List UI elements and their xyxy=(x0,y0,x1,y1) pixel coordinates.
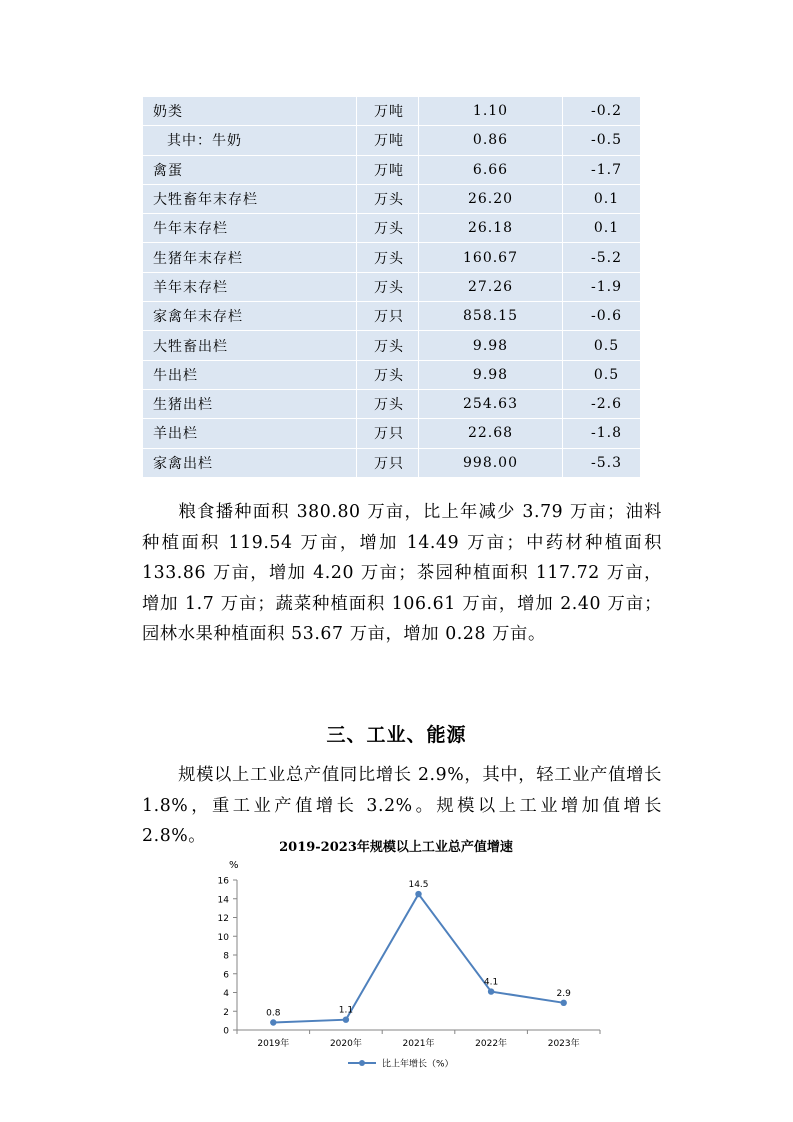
row-value-cell: 160.67 xyxy=(419,243,563,272)
row-unit-cell: 万只 xyxy=(357,448,419,477)
row-unit-cell: 万头 xyxy=(357,272,419,301)
table-row xyxy=(143,243,641,272)
row-name-cell: 家禽出栏 xyxy=(143,448,357,477)
legend-label: 比上年增长（%） xyxy=(382,1059,454,1070)
chart-plot-area xyxy=(218,877,600,1070)
row-value-cell: 858.15 xyxy=(419,302,563,331)
chart-svg xyxy=(200,834,620,1074)
row-change-cell: -0.5 xyxy=(563,126,641,155)
y-tick-label: 4 xyxy=(223,989,229,999)
table-row xyxy=(143,448,641,477)
row-value-cell: 998.00 xyxy=(419,448,563,477)
row-change-cell: 0.5 xyxy=(563,360,641,389)
table-row xyxy=(143,126,641,155)
row-change-cell: -0.6 xyxy=(563,302,641,331)
table-row xyxy=(143,331,641,360)
row-unit-cell: 万吨 xyxy=(357,126,419,155)
table-row xyxy=(143,272,641,301)
data-label: 1.1 xyxy=(338,1005,354,1016)
y-tick-label: 16 xyxy=(217,876,229,887)
row-change-cell: -1.9 xyxy=(563,272,641,301)
table-row xyxy=(143,360,641,389)
row-change-cell: 0.1 xyxy=(563,214,641,243)
row-value-cell: 254.63 xyxy=(419,389,563,418)
row-change-cell: -2.6 xyxy=(563,389,641,418)
row-name-cell: 禽蛋 xyxy=(143,155,357,184)
data-label: 0.8 xyxy=(266,1008,281,1019)
row-name-cell: 大牲畜出栏 xyxy=(143,331,357,360)
row-value-cell: 0.86 xyxy=(419,126,563,155)
row-unit-cell: 万头 xyxy=(357,331,419,360)
data-label: 14.5 xyxy=(408,880,429,891)
legend-marker xyxy=(359,1060,365,1066)
row-name-cell: 其中：牛奶 xyxy=(143,126,357,155)
row-name-cell: 奶类 xyxy=(143,97,357,126)
industry-growth-chart xyxy=(200,834,620,1074)
y-tick-label: 6 xyxy=(223,970,229,981)
row-unit-cell: 万头 xyxy=(357,214,419,243)
y-tick-label: 2 xyxy=(223,1007,229,1018)
row-name-cell: 大牲畜年末存栏 xyxy=(143,184,357,213)
row-name-cell: 家禽年末存栏 xyxy=(143,302,357,331)
row-value-cell: 26.20 xyxy=(419,184,563,213)
row-unit-cell: 万头 xyxy=(357,184,419,213)
row-unit-cell: 万吨 xyxy=(357,155,419,184)
table-row xyxy=(143,302,641,331)
industry-paragraph-text: 规模以上工业总产值同比增长 2.9%，其中，轻工业产值增长 1.8%，重工业产值增长 3.2%。规模以上工业增加值增长 2.8%。 xyxy=(142,765,662,847)
data-point xyxy=(415,891,421,897)
chart-y-unit-label: % xyxy=(229,860,239,871)
x-tick-label: 2022年 xyxy=(475,1039,508,1049)
row-unit-cell: 万头 xyxy=(357,243,419,272)
chart-title: 2019-2023年规模以上工业总产值增速 xyxy=(279,840,513,855)
data-label: 2.9 xyxy=(556,988,571,999)
y-tick-label: 8 xyxy=(223,951,229,962)
data-label: 4.1 xyxy=(483,977,499,988)
y-tick-label: 0 xyxy=(223,1026,229,1037)
y-tick-label: 14 xyxy=(217,895,229,906)
row-change-cell: -0.2 xyxy=(563,97,641,126)
series-line xyxy=(273,894,563,1022)
y-tick-label: 12 xyxy=(217,914,229,924)
row-unit-cell: 万头 xyxy=(357,360,419,389)
x-tick-label: 2021年 xyxy=(402,1039,435,1049)
row-value-cell: 22.68 xyxy=(419,419,563,448)
data-point xyxy=(270,1019,276,1025)
row-name-cell: 生猪出栏 xyxy=(143,389,357,418)
row-unit-cell: 万只 xyxy=(357,302,419,331)
row-unit-cell: 万只 xyxy=(357,419,419,448)
data-point xyxy=(561,1000,567,1006)
row-name-cell: 牛出栏 xyxy=(143,360,357,389)
livestock-table-body xyxy=(143,97,641,478)
table-row xyxy=(143,184,641,213)
table-row xyxy=(143,155,641,184)
table-row xyxy=(143,419,641,448)
row-name-cell: 牛年末存栏 xyxy=(143,214,357,243)
table-row xyxy=(143,214,641,243)
row-value-cell: 6.66 xyxy=(419,155,563,184)
livestock-table xyxy=(142,96,641,478)
row-value-cell: 27.26 xyxy=(419,272,563,301)
row-name-cell: 羊出栏 xyxy=(143,419,357,448)
row-change-cell: -5.2 xyxy=(563,243,641,272)
row-name-cell: 生猪年末存栏 xyxy=(143,243,357,272)
row-change-cell: -1.7 xyxy=(563,155,641,184)
row-value-cell: 9.98 xyxy=(419,360,563,389)
section-title: 三、工业、能源 xyxy=(326,724,467,746)
table-row xyxy=(143,97,641,126)
table-row xyxy=(143,389,641,418)
agriculture-paragraph-text: 粮食播种面积 380.80 万亩，比上年减少 3.79 万亩；油料种植面积 119.54 万亩，增加 14.49 万亩；中药材种植面积 133.86 万亩，增加 4.20 万亩；茶园种植面积 117.72 万亩，增加 1.7 万亩；蔬菜种植面积 106.61 万亩，增加 2.40 万亩；园林水果种植面积 53.67 万亩，增加 0.28 万亩。 xyxy=(142,502,662,645)
row-change-cell: -5.3 xyxy=(563,448,641,477)
x-tick-label: 2019年 xyxy=(257,1039,290,1049)
row-value-cell: 26.18 xyxy=(419,214,563,243)
row-value-cell: 9.98 xyxy=(419,331,563,360)
row-unit-cell: 万吨 xyxy=(357,97,419,126)
row-unit-cell: 万头 xyxy=(357,389,419,418)
data-point xyxy=(343,1016,349,1022)
row-change-cell: -1.8 xyxy=(563,419,641,448)
row-name-cell: 羊年末存栏 xyxy=(143,272,357,301)
y-tick-label: 10 xyxy=(217,932,229,943)
x-tick-label: 2020年 xyxy=(329,1039,362,1049)
agriculture-paragraph xyxy=(142,497,662,650)
x-tick-label: 2023年 xyxy=(547,1039,580,1049)
data-point xyxy=(488,988,494,994)
row-change-cell: 0.1 xyxy=(563,184,641,213)
row-change-cell: 0.5 xyxy=(563,331,641,360)
row-value-cell: 1.10 xyxy=(419,97,563,126)
